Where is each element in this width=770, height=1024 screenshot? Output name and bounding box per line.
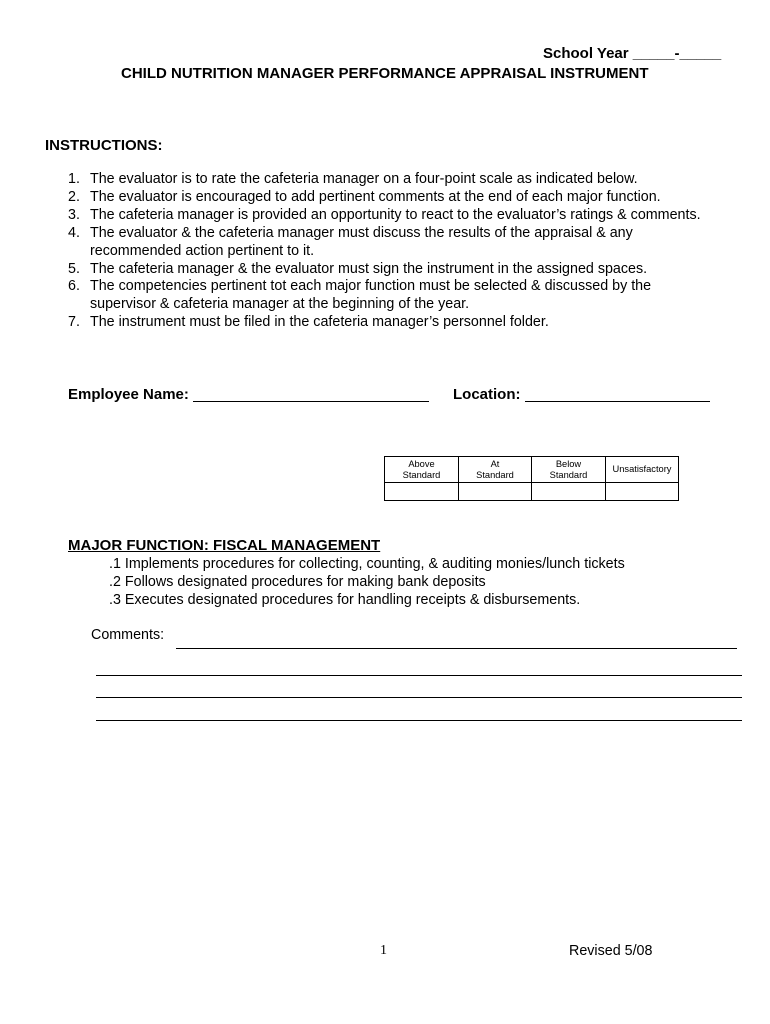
rating-table: [384, 456, 679, 501]
comments-line[interactable]: [96, 697, 742, 698]
instruction-item: 3. The cafeteria manager is provided an opportunity to react to the evaluator’s ratings & comments.: [68, 206, 701, 223]
comments-line[interactable]: [96, 675, 742, 676]
instructions-list: [68, 171, 708, 332]
instruction-item: 4. The evaluator & the cafeteria manager must discuss the results of the appraisal & any recommended action pertinent to it.: [68, 224, 633, 259]
page-number: 1: [380, 943, 387, 958]
instructions-heading: INSTRUCTIONS:: [45, 137, 163, 154]
rating-header-unsatisfactory: Unsatisfactory: [606, 457, 679, 483]
instruction-item: 6. The competencies pertinent tot each major function must be selected & discussed by the supervisor & cafeteria manager at the beginning of the year.: [68, 278, 652, 313]
rating-cell-below-standard[interactable]: [532, 483, 606, 501]
instruction-item: 5. The cafeteria manager & the evaluator must sign the instrument in the assigned spaces.: [68, 260, 648, 277]
location-field[interactable]: [525, 401, 710, 402]
rating-cell-at-standard[interactable]: [459, 483, 532, 501]
competency-item: .1 Implements procedures for collecting, counting, & auditing monies/lunch tickets: [109, 556, 625, 572]
rating-header-below-standard: Below Standard: [532, 457, 606, 483]
document-title: CHILD NUTRITION MANAGER PERFORMANCE APPRAISAL INSTRUMENT: [121, 65, 649, 82]
rating-cell-above-standard[interactable]: [385, 483, 459, 501]
major-function-heading: MAJOR FUNCTION: FISCAL MANAGEMENT: [68, 537, 381, 554]
rating-input-row: [385, 483, 679, 501]
instruction-item: 2. The evaluator is encouraged to add pertinent comments at the end of each major function.: [68, 188, 661, 205]
employee-name-label: Employee Name:: [68, 386, 189, 403]
rating-header-above-standard: Above Standard: [385, 457, 459, 483]
comments-line[interactable]: [176, 648, 737, 649]
competency-list: [109, 555, 625, 609]
instruction-item: 1. The evaluator is to rate the cafeteria manager on a four-point scale as indicated below.: [68, 171, 638, 187]
revision-date: Revised 5/08: [569, 943, 653, 959]
employee-name-field[interactable]: [193, 401, 429, 402]
school-year-field: School Year _____-_____: [543, 45, 722, 62]
rating-header-at-standard: At Standard: [459, 457, 532, 483]
comments-line[interactable]: [96, 720, 742, 721]
competency-item: .3 Executes designated procedures for handling receipts & disbursements.: [109, 592, 581, 608]
instruction-item: 7. The instrument must be filed in the cafeteria manager’s personnel folder.: [68, 314, 549, 331]
location-label: Location:: [453, 386, 521, 403]
rating-cell-unsatisfactory[interactable]: [606, 483, 679, 501]
comments-label: Comments:: [91, 627, 165, 643]
rating-header-row: [385, 457, 679, 483]
competency-item: .2 Follows designated procedures for making bank deposits: [109, 574, 486, 590]
